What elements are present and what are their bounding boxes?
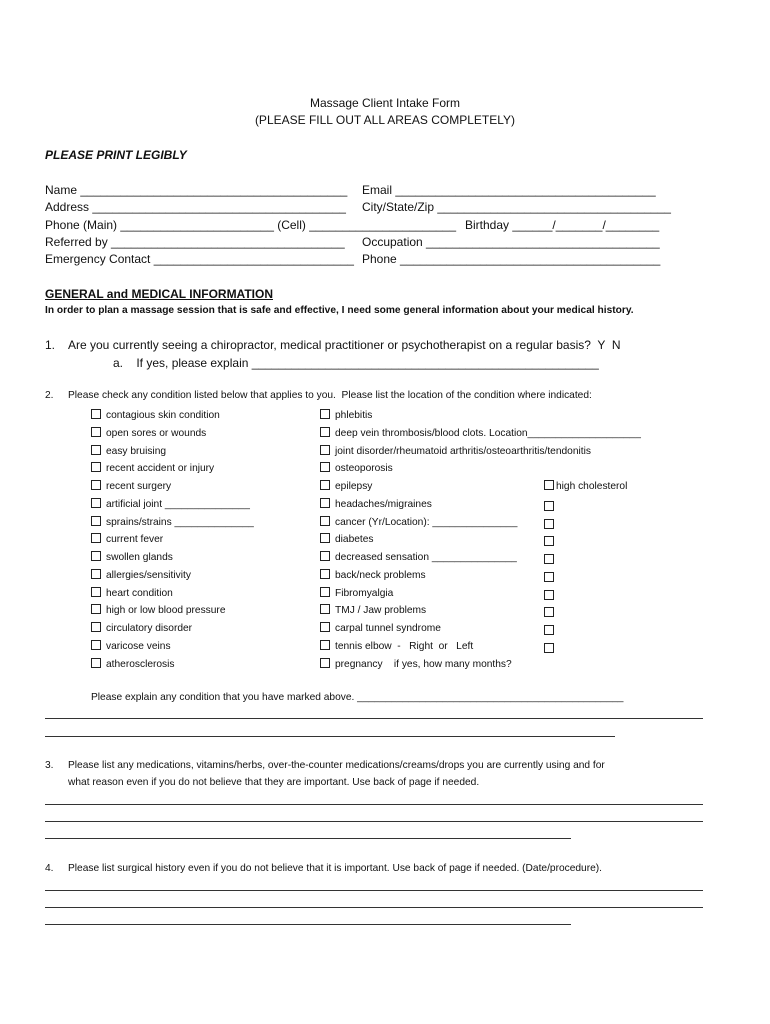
blank-checkbox[interactable] [544,643,554,653]
answer-line[interactable] [45,736,615,737]
answer-line[interactable] [45,907,703,908]
checkbox[interactable] [320,498,330,508]
checkbox[interactable] [91,587,101,597]
checkbox[interactable] [320,622,330,632]
condition-item[interactable] [91,445,166,458]
checkbox[interactable] [320,462,330,472]
condition-label: epilepsy [335,481,373,492]
checkbox[interactable] [320,658,330,668]
checkbox[interactable] [91,551,101,561]
checkbox[interactable] [91,462,101,472]
city-state-zip-field[interactable]: City/State/Zip ___________________________________ [362,200,671,214]
condition-label: recent accident or injury [106,463,215,475]
condition-label: TMJ / Jaw problems [335,605,427,617]
condition-label: high cholesterol [556,481,628,492]
condition-item[interactable] [320,587,393,600]
address-field[interactable]: Address ______________________________________ [45,200,346,214]
checkbox[interactable] [91,604,101,614]
q3-number: 3. [45,760,54,771]
condition-label: high or low blood pressure [106,605,226,617]
answer-line[interactable] [45,718,703,719]
condition-item[interactable] [320,498,432,511]
referred-by-field[interactable]: Referred by ___________________________________ [45,235,345,249]
blank-checkbox[interactable] [544,536,554,546]
condition-label: tennis elbow - Right or Left [335,640,474,652]
checkbox[interactable] [320,445,330,455]
q4-number: 4. [45,863,54,874]
print-legibly-note: PLEASE PRINT LEGIBLY [45,148,187,162]
condition-label: circulatory disorder [106,623,193,634]
q3-text-line2: what reason even if you do not believe that they are important. Use back of page if needed. [68,777,480,788]
blank-checkbox[interactable] [544,607,554,617]
condition-label: Fibromyalgia [335,587,394,599]
condition-item[interactable] [320,516,517,529]
answer-line[interactable] [45,838,571,839]
condition-label: varicose veins [106,640,171,652]
condition-label: swollen glands [106,552,173,563]
q1-text: Are you currently seeing a chiropractor, medical practitioner or psychotherapist on a regular basis? Y N [68,338,621,352]
q1-explain-field[interactable]: a. If yes, please explain ____________________________________________________ [113,356,599,370]
condition-item[interactable] [320,569,426,582]
blank-checkbox[interactable] [544,554,554,564]
condition-item[interactable] [91,551,173,564]
condition-label: diabetes [335,534,374,546]
condition-item[interactable] [91,533,163,546]
condition-label: allergies/sensitivity [106,569,191,581]
checkbox[interactable] [91,658,101,668]
checkbox[interactable] [320,604,330,614]
checkbox[interactable] [91,498,101,508]
blank-checkbox[interactable] [544,519,554,529]
emergency-contact-field[interactable]: Emergency Contact ______________________________ [45,252,354,266]
condition-label: easy bruising [106,445,167,457]
form-title: Massage Client Intake Form [309,96,461,110]
checkbox[interactable] [91,640,101,650]
checkbox[interactable] [320,480,330,490]
condition-item[interactable] [91,409,220,422]
condition-label: heart condition [106,587,173,599]
checkbox[interactable] [91,409,101,419]
condition-item[interactable] [320,640,473,653]
condition-label: carpal tunnel syndrome [335,623,441,634]
condition-item[interactable] [91,516,254,529]
condition-item[interactable] [320,533,374,546]
section-heading: GENERAL and MEDICAL INFORMATION [45,287,273,301]
condition-item[interactable] [91,462,214,475]
occupation-field[interactable]: Occupation ___________________________________ [362,235,660,249]
condition-item[interactable] [91,498,250,511]
checkbox[interactable] [91,533,101,543]
condition-item[interactable] [320,427,641,440]
checkbox[interactable] [91,480,101,490]
condition-label: osteoporosis [335,463,393,475]
condition-item[interactable] [91,604,226,617]
checkbox[interactable] [91,622,101,632]
blank-checkbox[interactable] [544,501,554,511]
q3-text-line1: Please list any medications, vitamins/herbs, over-the-counter medications/creams/drops you are currently using and for [68,760,605,771]
checkbox[interactable] [544,480,554,490]
checkbox[interactable] [320,587,330,597]
condition-item[interactable] [320,622,441,635]
condition-label: artificial joint _______________ [106,498,250,510]
checkbox[interactable] [320,427,330,437]
q2-text: Please check any condition listed below that applies to you. Please list the location of the condition where indicated: [68,390,592,401]
condition-item[interactable] [320,604,426,617]
blank-checkbox[interactable] [544,625,554,635]
checkbox[interactable] [320,533,330,543]
condition-label: joint disorder/rheumatoid arthritis/osteoarthritis/tendonitis [335,445,591,457]
condition-item[interactable] [91,427,206,440]
emergency-phone-field[interactable]: Phone _______________________________________ [362,252,661,266]
condition-item[interactable] [91,587,173,600]
condition-label: deep vein thrombosis/blood clots. Location____________________ [335,427,641,439]
phone-field[interactable]: Phone (Main) _______________________ (Cell) ______________________ [45,218,457,232]
condition-item[interactable] [320,462,393,475]
condition-label: pregnancy if yes, how many months? [335,658,512,670]
form-subtitle: (PLEASE FILL OUT ALL AREAS COMPLETELY) [254,113,516,127]
condition-item[interactable] [320,445,591,458]
condition-label: back/neck problems [335,569,426,581]
condition-item[interactable] [91,480,171,493]
condition-label: open sores or wounds [106,427,207,439]
name-field[interactable]: Name ________________________________________ [45,183,348,197]
condition-item[interactable] [91,622,192,635]
checkbox[interactable] [91,427,101,437]
condition-item[interactable] [320,409,372,422]
condition-item[interactable] [320,480,372,493]
condition-label: current fever [106,534,164,546]
condition-item[interactable] [544,480,627,493]
condition-item[interactable] [91,640,171,653]
condition-item[interactable] [320,658,512,671]
blank-checkbox[interactable] [544,590,554,600]
q4-text: Please list surgical history even if you do not believe that it is important. Use back of page if needed. (Date/procedure). [68,863,602,874]
condition-item[interactable] [91,569,191,582]
checkbox[interactable] [320,516,330,526]
checkbox[interactable] [320,640,330,650]
answer-line[interactable] [45,890,703,891]
checkbox[interactable] [320,409,330,419]
checkbox[interactable] [320,569,330,579]
condition-label: recent surgery [106,481,172,492]
condition-label: decreased sensation _______________ [335,552,517,563]
checkbox[interactable] [91,569,101,579]
checkbox[interactable] [91,516,101,526]
checkbox[interactable] [91,445,101,455]
checkbox[interactable] [320,551,330,561]
answer-line[interactable] [45,924,571,925]
email-field[interactable]: Email _______________________________________ [362,183,656,197]
condition-item[interactable] [91,658,175,671]
condition-label: contagious skin condition [106,410,220,421]
condition-label: phlebitis [335,410,373,421]
condition-label: cancer (Yr/Location): _______________ [335,516,518,528]
birthday-field[interactable]: Birthday ______/_______/________ [465,218,660,232]
section-intro: In order to plan a massage session that is safe and effective, I need some general information about your medical history. [45,305,634,316]
q2-number: 2. [45,390,54,401]
condition-item[interactable] [320,551,517,564]
answer-line[interactable] [45,804,703,805]
condition-label: sprains/strains ______________ [106,516,254,528]
q2-explain-field[interactable]: Please explain any condition that you have marked above. _______________________________________________ [91,692,624,703]
condition-label: headaches/migraines [335,498,432,510]
q1-number: 1. [45,338,56,352]
condition-label: atherosclerosis [106,658,175,670]
answer-line[interactable] [45,821,703,822]
blank-checkbox[interactable] [544,572,554,582]
